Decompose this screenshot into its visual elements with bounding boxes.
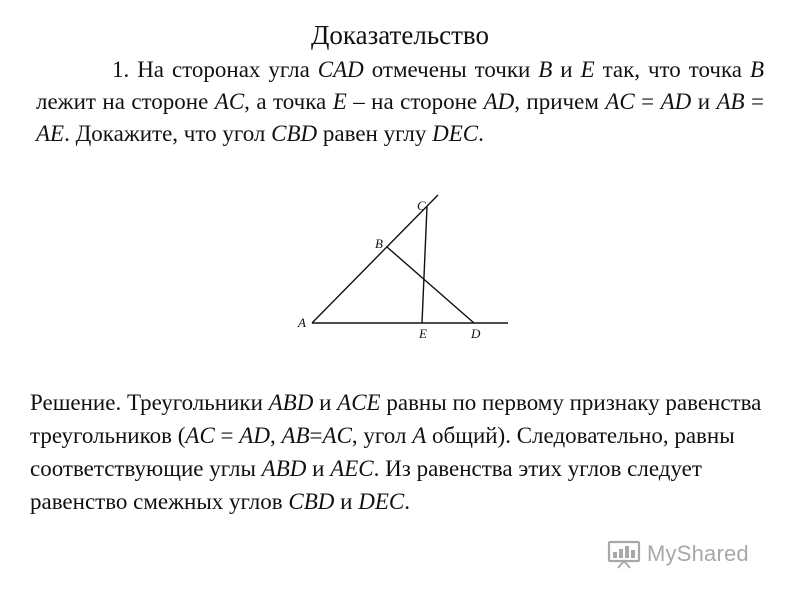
solution-fragment: , bbox=[269, 423, 282, 448]
problem-text: = bbox=[634, 89, 661, 114]
presentation-board-icon bbox=[607, 539, 641, 569]
problem-statement bbox=[36, 54, 764, 150]
solution-math: ABD bbox=[268, 390, 314, 415]
problem-text: , причем bbox=[514, 89, 606, 114]
problem-text: – на стороне bbox=[346, 89, 484, 114]
solution-text bbox=[30, 386, 770, 518]
segment-ce bbox=[422, 207, 427, 323]
solution-fragment: = bbox=[214, 423, 240, 448]
solution-math: DEC bbox=[358, 489, 405, 514]
solution-fragment: общий). Следовательно, равны соответствующие углы bbox=[30, 423, 735, 481]
problem-math: AB bbox=[716, 89, 745, 114]
solution-math: ABD bbox=[261, 456, 307, 481]
solution-math: AB bbox=[281, 423, 310, 448]
problem-math: AD bbox=[483, 89, 515, 114]
ray-ac bbox=[312, 195, 438, 323]
solution-fragment: и bbox=[334, 489, 359, 514]
solution-math: AEC bbox=[330, 456, 374, 481]
problem-math: CBD bbox=[271, 121, 318, 146]
solution-fragment: . bbox=[404, 489, 410, 514]
problem-math: AE bbox=[36, 121, 65, 146]
problem-math: AC bbox=[214, 89, 245, 114]
problem-text: так, что точка bbox=[594, 57, 750, 82]
problem-math: E bbox=[580, 57, 595, 82]
point-a-label: A bbox=[298, 315, 306, 330]
solution-fragment: . Из равенства этих углов следует равенство смежных углов bbox=[30, 456, 702, 514]
solution-fragment: и bbox=[306, 456, 331, 481]
problem-text: , а точка bbox=[244, 89, 333, 114]
myshared-watermark bbox=[607, 538, 749, 570]
solution-math: AC bbox=[185, 423, 215, 448]
problem-math: E bbox=[332, 89, 347, 114]
problem-text: и bbox=[691, 89, 717, 114]
problem-math: DEC bbox=[432, 121, 479, 146]
problem-text: . Докажите, что угол bbox=[64, 121, 272, 146]
solution-math: AD bbox=[239, 423, 270, 448]
solution-math: ACE bbox=[337, 390, 381, 415]
problem-text: = bbox=[744, 89, 764, 114]
problem-text: равен углу bbox=[317, 121, 433, 146]
solution-math: A bbox=[412, 423, 427, 448]
geometry-diagram bbox=[290, 190, 520, 350]
solution-math: AC bbox=[322, 423, 352, 448]
slide-title: Доказательство bbox=[311, 20, 489, 50]
solution-fragment: = bbox=[309, 423, 323, 448]
point-d-label: D bbox=[471, 326, 481, 341]
problem-math: B bbox=[538, 57, 553, 82]
point-b-label: B bbox=[375, 236, 383, 251]
problem-text: 1. На сторонах угла bbox=[112, 57, 318, 82]
problem-text: . bbox=[478, 121, 484, 146]
problem-text: отмечены точки bbox=[363, 57, 539, 82]
point-c-label: C bbox=[417, 198, 426, 213]
problem-math: AC bbox=[605, 89, 635, 114]
problem-text: и bbox=[552, 57, 581, 82]
point-e-label: E bbox=[419, 326, 427, 341]
segment-bd bbox=[387, 247, 474, 323]
solution-math: CBD bbox=[288, 489, 335, 514]
problem-math: B bbox=[749, 57, 764, 82]
watermark-text: MyShared bbox=[647, 541, 749, 566]
problem-math: AD bbox=[660, 89, 692, 114]
solution-fragment: Решение. Треугольники bbox=[30, 390, 269, 415]
solution-fragment: равны по первому признаку равенства треугольников ( bbox=[30, 390, 762, 448]
problem-text: лежит на стороне bbox=[36, 89, 215, 114]
solution-fragment: , угол bbox=[351, 423, 413, 448]
geometry-figure bbox=[290, 190, 520, 350]
solution-fragment: и bbox=[313, 390, 338, 415]
problem-math: CAD bbox=[317, 57, 364, 82]
